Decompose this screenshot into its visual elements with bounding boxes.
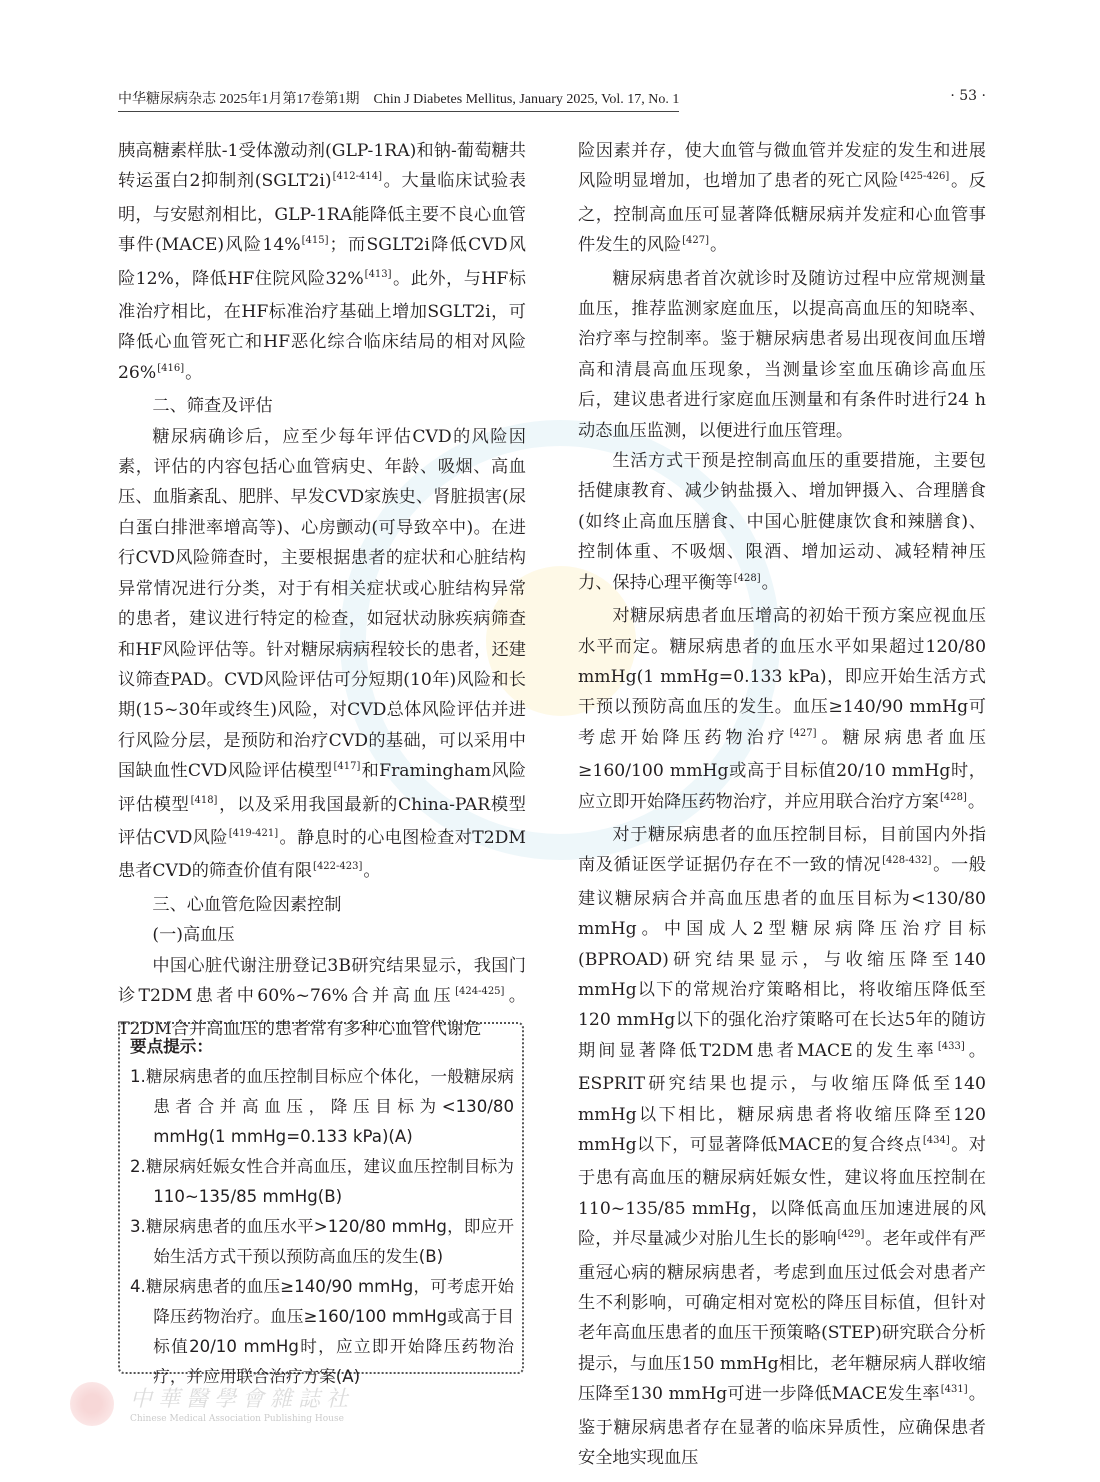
paragraph (118, 136, 526, 391)
publisher-logo (70, 1382, 490, 1432)
text-run: ，以及采用我国最新的China-PAR模型评估CVD风险 (118, 794, 526, 848)
citation-ref: [419-421] (228, 827, 279, 839)
citation-ref: [434] (922, 1135, 950, 1146)
citation-ref: [424-425] (455, 985, 505, 997)
text-run: 。 (710, 235, 728, 256)
text-run: 。ESPRIT研究结果也提示，与收缩压降低至140 mmHg以下相比，糖尿病患者将收缩压降至120 mmHg以下，可显著降低MACE的复合终点 (578, 1040, 986, 1155)
text-run: 。 (363, 861, 381, 882)
text-run: 二、筛查及评估 (152, 396, 273, 417)
citation-ref: [428] (733, 572, 761, 584)
citation-ref: [417] (333, 761, 361, 773)
key-point-item: 2.糖尿病妊娠女性合并高血压，建议血压控制目标为110~135/85 mmHg(B) (130, 1157, 514, 1206)
key-point-item: 4.糖尿病患者的血压≥140/90 mmHg，可考虑开始降压药物治疗。血压≥160/100 mmHg或高于目标值20/10 mmHg时，应立即开始降压药物治疗，并应用联合治疗方案(A) (130, 1277, 514, 1386)
text-run: 。静息时的心电图检查对T2DM患者CVD的筛查价值有限 (118, 827, 527, 882)
paragraph (118, 422, 526, 890)
citation-ref: [429] (837, 1229, 865, 1241)
key-point-item: 1.糖尿病患者的血压控制目标应个体化，一般糖尿病患者合并高血压，降压目标为<130/80 mmHg(1 mmHg=0.133 kPa)(A) (130, 1067, 514, 1146)
section-heading (118, 391, 526, 421)
text-run: 。T2DM合并高血压的患者常有多种心血管代谢危 (118, 985, 526, 1040)
paragraph (578, 446, 986, 601)
key-points-box (118, 1022, 524, 1386)
publisher-name-en: Chinese Medical Association Publishing House (130, 1414, 344, 1424)
citation-ref: [431] (940, 1384, 968, 1396)
text-run: 。鉴于糖尿病患者存在显著的临床异质性，应确保患者安全地实现血压 (578, 1384, 986, 1469)
citation-ref: [433] (937, 1040, 965, 1052)
citation-ref: [412-414] (332, 171, 382, 183)
page-number: · 53 · (950, 88, 986, 104)
citation-ref: [425-426] (899, 171, 950, 183)
text-run: 和Framingham风险评估模型 (118, 761, 526, 815)
key-point-item: 3.糖尿病患者的血压水平>120/80 mmHg，即应开始生活方式干预以预防高血压的发生(B) (130, 1217, 514, 1266)
section-heading (118, 920, 526, 950)
text-run: 糖尿病确诊后，应至少每年评估CVD的风险因素，评估的内容包括心血管病史、年龄、吸烟、高血压、血脂紊乱、肥胖、早发CVD家族史、肾脏损害(尿白蛋白排泄率增高等)、心房颤动(可导致卒中)。在进行CVD风险筛查时，主要根据患者的症状和心脏结构异常情况进行分类，对于有相关症状或心脏结构异常的患者，建议进行特定的检查，如冠状动脉疾病筛查和HF风险评估等。针对糖尿病病程较长的患者，还建议筛查PAD。CVD风险评估可分短期(10年)风险和长期(15~30年或终生)风险，对CVD总体风险评估并进行风险分层，是预防和治疗CVD的基础，可以采用中国缺血性CVD风险评估模型 (118, 426, 526, 782)
running-header (118, 88, 986, 110)
text-run: 对糖尿病患者血压增高的初始干预方案应视血压水平而定。糖尿病患者的血压水平如果超过120/80 mmHg(1 mmHg=0.133 kPa)，即应开始生活方式干预以预防高血压的发生。血压≥140/90 mmHg可考虑开始降压药物治疗 (578, 606, 986, 748)
citation-ref: [418] (190, 794, 218, 806)
publisher-name-cn: 中華醫學會雜誌社 (130, 1387, 355, 1412)
citation-ref: [428] (939, 791, 967, 803)
text-run: 。对于患有高血压的糖尿病妊娠女性，建议将血压控制在110~135/85 mmHg，以降低高血压加速进展的风险，并尽量减少对胎儿生长的影响 (578, 1135, 986, 1250)
right-column (578, 136, 986, 1473)
text-run: 。大量临床试验表明，与安慰剂相比，GLP-1RA能降低主要不良心血管事件(MACE)风险14% (118, 171, 526, 256)
paragraph (578, 820, 986, 1474)
flower-emblem-icon (70, 1382, 114, 1426)
paragraph (578, 136, 986, 264)
journal-citation: 中华糖尿病杂志 2025年1月第17卷第1期 Chin J Diabetes Mellitus, January 2025, Vol. 17, No. 1 (118, 88, 679, 112)
text-run: ；而SGLT2i降低CVD风险12%，降低HF住院风险32% (118, 235, 526, 289)
text-run: 。糖尿病患者血压≥160/100 mmHg或高于目标值20/10 mmHg时，应立即开始降压药物治疗，并应用联合治疗方案 (578, 727, 986, 812)
citation-ref: [427] (789, 727, 817, 739)
text-run: 。此外，与HF标准治疗相比，在HF标准治疗基础上增加SGLT2i，可降低心血管死亡和HF恶化综合临床结局的相对风险26% (118, 268, 526, 383)
text-run: 对于糖尿病患者的血压控制目标，目前国内外指南及循证医学证据仍存在不一致的情况 (578, 824, 986, 876)
key-points-title: 要点提示： (130, 1037, 213, 1056)
left-column (118, 136, 526, 1045)
section-heading (118, 890, 526, 920)
text-run: 胰高糖素样肽-1受体激动剂(GLP-1RA)和钠-葡萄糖共转运蛋白2抑制剂(SGLT2i) (118, 141, 526, 192)
text-run: 。反之，控制高血压可显著降低糖尿病并发症和心血管事件发生的风险 (578, 171, 986, 256)
text-run: 。一般建议糖尿病合并高血压患者的血压目标为<130/80 mmHg。中国成人2型糖尿病降压治疗目标(BPROAD)研究结果显示，与收缩压降至140 mmHg以下的常规治疗策略相比，将收缩压降低至120 mmHg以下的强化治疗策略可在长达5年的随访期间显著降低T2DM患者MACE的发生率 (578, 855, 986, 1061)
text-run: 生活方式干预是控制高血压的重要措施，主要包括健康教育、减少钠盐摄入、增加钾摄入、合理膳食(如终止高血压膳食、中国心脏健康饮食和辣膳食)、控制体重、不吸烟、限酒、增加运动、减轻精神压力、保持心理平衡等 (578, 451, 986, 593)
citation-ref: [415] (301, 235, 329, 247)
text-run: 。老年或伴有严重冠心病的糖尿病患者，考虑到血压过低会对患者产生不利影响，可确定相对宽松的降压目标值，但针对老年高血压患者的血压干预策略(STEP)研究联合分析提示，与血压150 mmHg相比，老年糖尿病人群收缩压降至130 mmHg可进一步降低MACE发生率 (578, 1229, 986, 1405)
text-run: 。 (761, 572, 779, 593)
paragraph (578, 601, 986, 820)
text-run: 中国心脏代谢注册登记3B研究结果显示，我国门诊T2DM患者中60%~76%合并高血压 (118, 955, 526, 1006)
paragraph (578, 264, 986, 446)
citation-ref: [413] (364, 268, 392, 280)
citation-ref: [416] (157, 362, 185, 374)
text-run: 。 (185, 362, 203, 383)
citation-ref: [427] (682, 235, 710, 247)
citation-ref: [428-432] (882, 855, 932, 867)
citation-ref: [422-423] (313, 861, 363, 873)
text-run: 。 (967, 791, 986, 812)
text-run: 糖尿病患者首次就诊时及随访过程中应常规测量血压，推荐监测家庭血压，以提高高血压的知晓率、治疗率与控制率。鉴于糖尿病患者易出现夜间血压增高和清晨高血压现象，当测量诊室血压确诊高血压后，建议患者进行家庭血压测量和有条件时进行24 h动态血压监测，以便进行血压管理。 (578, 268, 986, 441)
text-run: 险因素并存，使大血管与微血管并发症的发生和进展风险明显增加，也增加了患者的死亡风险 (578, 141, 986, 192)
text-run: (一)高血压 (152, 925, 235, 946)
text-run: 三、心血管危险因素控制 (152, 894, 342, 915)
